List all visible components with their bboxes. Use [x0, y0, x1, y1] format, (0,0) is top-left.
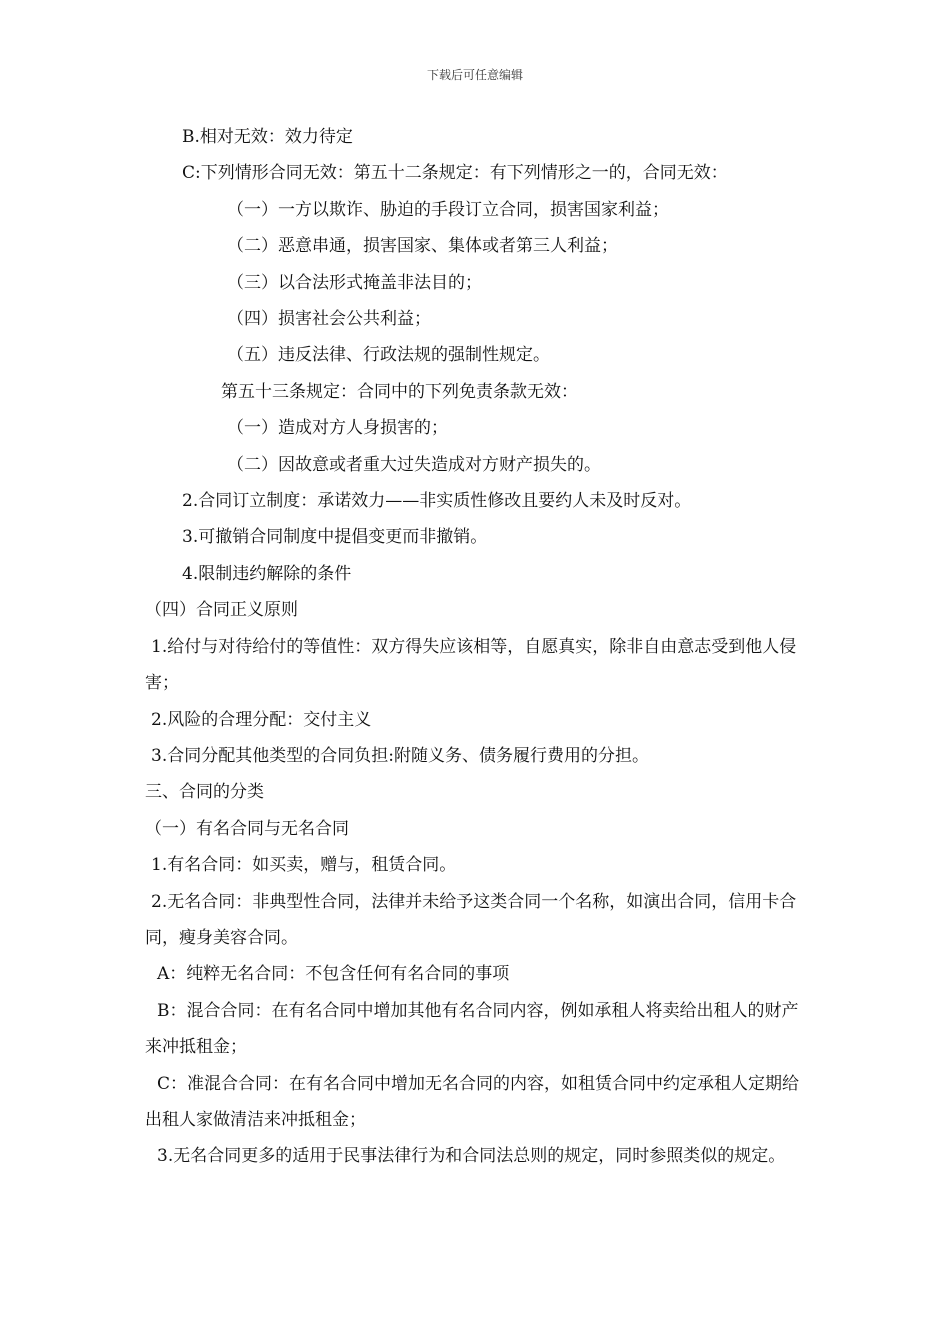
paragraph-line: 4.限制违约解除的条件 — [182, 563, 352, 584]
paragraph-line: B：混合合同：在有名合同中增加其他有名合同内容，例如承租人将卖给出租人的财产来冲抵租金； — [145, 1000, 799, 1058]
paragraph-line: （五）违反法律、行政法规的强制性规定。 — [227, 345, 550, 366]
paragraph-line: （一）造成对方人身损害的； — [227, 418, 448, 439]
paragraph-line: 1.有名合同：如买卖，赠与，租赁合同。 — [151, 855, 457, 876]
paragraph-line: 3.合同分配其他类型的合同负担:附随义务、债务履行费用的分担。 — [151, 745, 649, 766]
paragraph-line: 2.风险的合理分配：交付主义 — [151, 709, 372, 730]
page-header: 下载后可任意编辑 — [426, 68, 523, 82]
paragraph-line: （一）一方以欺诈、胁迫的手段订立合同，损害国家利益； — [227, 199, 669, 220]
paragraph-line: （三）以合法形式掩盖非法目的； — [227, 272, 482, 293]
paragraph-line: 2.无名合同：非典型性合同，法律并未给予这类合同一个名称，如演出合同，信用卡合同，瘦身美容合同。 — [145, 891, 797, 948]
document-body — [145, 119, 810, 1175]
paragraph-line: （四）损害社会公共利益； — [227, 309, 431, 330]
paragraph-line: C:下列情形合同无效：第五十二条规定：有下列情形之一的，合同无效： — [182, 163, 728, 184]
paragraph-line: 3.可撤销合同制度中提倡变更而非撤销。 — [182, 527, 488, 548]
section-heading: 三、合同的分类 — [145, 782, 264, 803]
paragraph-line: 2.合同订立制度：承诺效力——非实质性修改且要约人未及时反对。 — [182, 491, 692, 512]
paragraph-line: 3.无名合同更多的适用于民事法律行为和合同法总则的规定，同时参照类似的规定。 — [157, 1146, 786, 1167]
paragraph-line: 第五十三条规定：合同中的下列免责条款无效： — [221, 381, 578, 402]
paragraph-line: 1.给付与对待给付的等值性：双方得失应该相等，自愿真实，除非自由意志受到他人侵害； — [145, 636, 797, 694]
paragraph-line: （二）恶意串通，损害国家、集体或者第三人利益； — [227, 236, 618, 257]
paragraph-line: C：准混合合同：在有名合同中增加无名合同的内容，如租赁合同中约定承租人定期给出租人家做清洁来冲抵租金； — [145, 1073, 800, 1130]
paragraph-line: （二）因故意或者重大过失造成对方财产损失的。 — [227, 454, 601, 475]
section-heading: （一）有名合同与无名合同 — [145, 818, 349, 839]
paragraph-line: A：纯粹无名合同：不包含任何有名合同的事项 — [157, 964, 510, 985]
paragraph-line: B.相对无效：效力待定 — [182, 127, 353, 147]
section-heading: （四）合同正义原则 — [145, 600, 298, 621]
